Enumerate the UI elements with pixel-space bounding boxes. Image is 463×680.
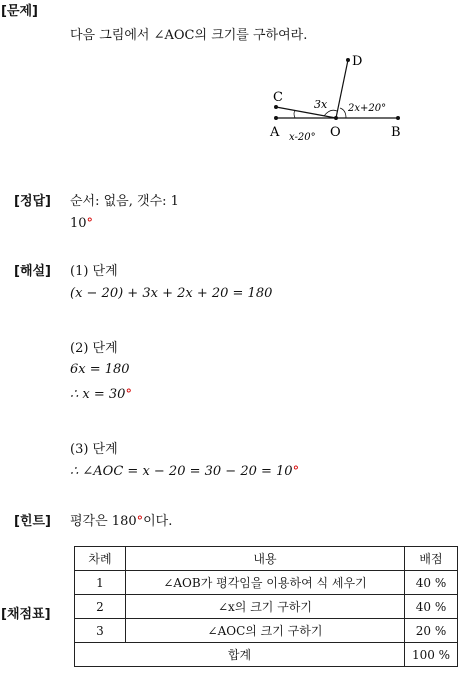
table-row [75,595,458,619]
rubric-header-row [75,547,458,571]
row-order: 3 [75,619,126,643]
rubric-table [74,546,458,667]
point-c [274,105,278,109]
header-order: 차례 [75,547,126,571]
answer-label: [정답] [14,194,51,209]
label-angle-dob: 2x+20° [348,103,387,114]
row-score: 40 % [405,571,458,595]
total-label: 합계 [75,643,405,667]
label-angle-aoc: x-20° [289,132,316,143]
step-2-equation: 6x = 180 [70,362,130,377]
label-a: A [270,125,280,140]
header-content: 내용 [126,547,405,571]
point-b [396,116,400,120]
label-c: C [273,90,283,105]
step-2-degree-symbol: ° [125,387,132,402]
rubric-total-row [75,643,458,667]
step-2-title: (2) 단계 [70,341,118,356]
label-angle-cod: 3x [314,98,328,111]
hint-prefix: 평각은 180 [70,514,137,529]
step-3-degree-symbol: ° [292,464,300,479]
label-b: B [391,125,401,140]
label-o: O [330,125,341,140]
row-content: ∠AOB가 평각임을 이용하여 식 세우기 [126,571,405,595]
point-d [346,58,350,62]
step-2-result: ∴ x = 30 [70,387,126,402]
problem-text: 다음 그림에서 ∠AOC의 크기를 구하여라. [70,28,308,43]
arc-aoc [294,111,295,118]
answer-degree-symbol: ° [86,216,94,231]
hint-label: [힌트] [14,514,51,529]
table-row [75,619,458,643]
arc-cod [324,110,337,116]
step-3-result: ∴ ∠AOC = x − 20 = 30 − 20 = 10 [70,464,293,479]
arc-dob [340,108,346,118]
hint-text [70,510,172,529]
rubric-label: [채점표] [1,607,51,622]
row-order: 2 [75,595,126,619]
row-order: 1 [75,571,126,595]
header-score: 배점 [405,547,458,571]
row-content: ∠AOC의 크기 구하기 [126,619,405,643]
step-3-title: (3) 단계 [70,442,118,457]
hint-degree-symbol: ° [136,514,144,529]
step-3-result-line [70,464,299,479]
angle-figure [262,50,412,146]
step-1-equation: (x − 20) + 3x + 2x + 20 = 180 [70,286,273,301]
problem-label: [문제] [1,4,38,19]
step-1-title: (1) 단계 [70,264,118,279]
point-o [334,116,338,120]
answer-value: 10 [70,216,87,231]
row-score: 40 % [405,595,458,619]
point-a [274,116,278,120]
solution-label: [해설] [14,264,51,279]
label-d: D [352,54,363,69]
row-content: ∠x의 크기 구하기 [126,595,405,619]
row-score: 20 % [405,619,458,643]
answer-meta: 순서: 없음, 갯수: 1 [70,194,179,209]
total-score: 100 % [405,643,458,667]
answer-value-line [70,216,93,231]
hint-suffix: 이다. [143,514,173,529]
step-2-result-line [70,387,132,402]
table-row [75,571,458,595]
